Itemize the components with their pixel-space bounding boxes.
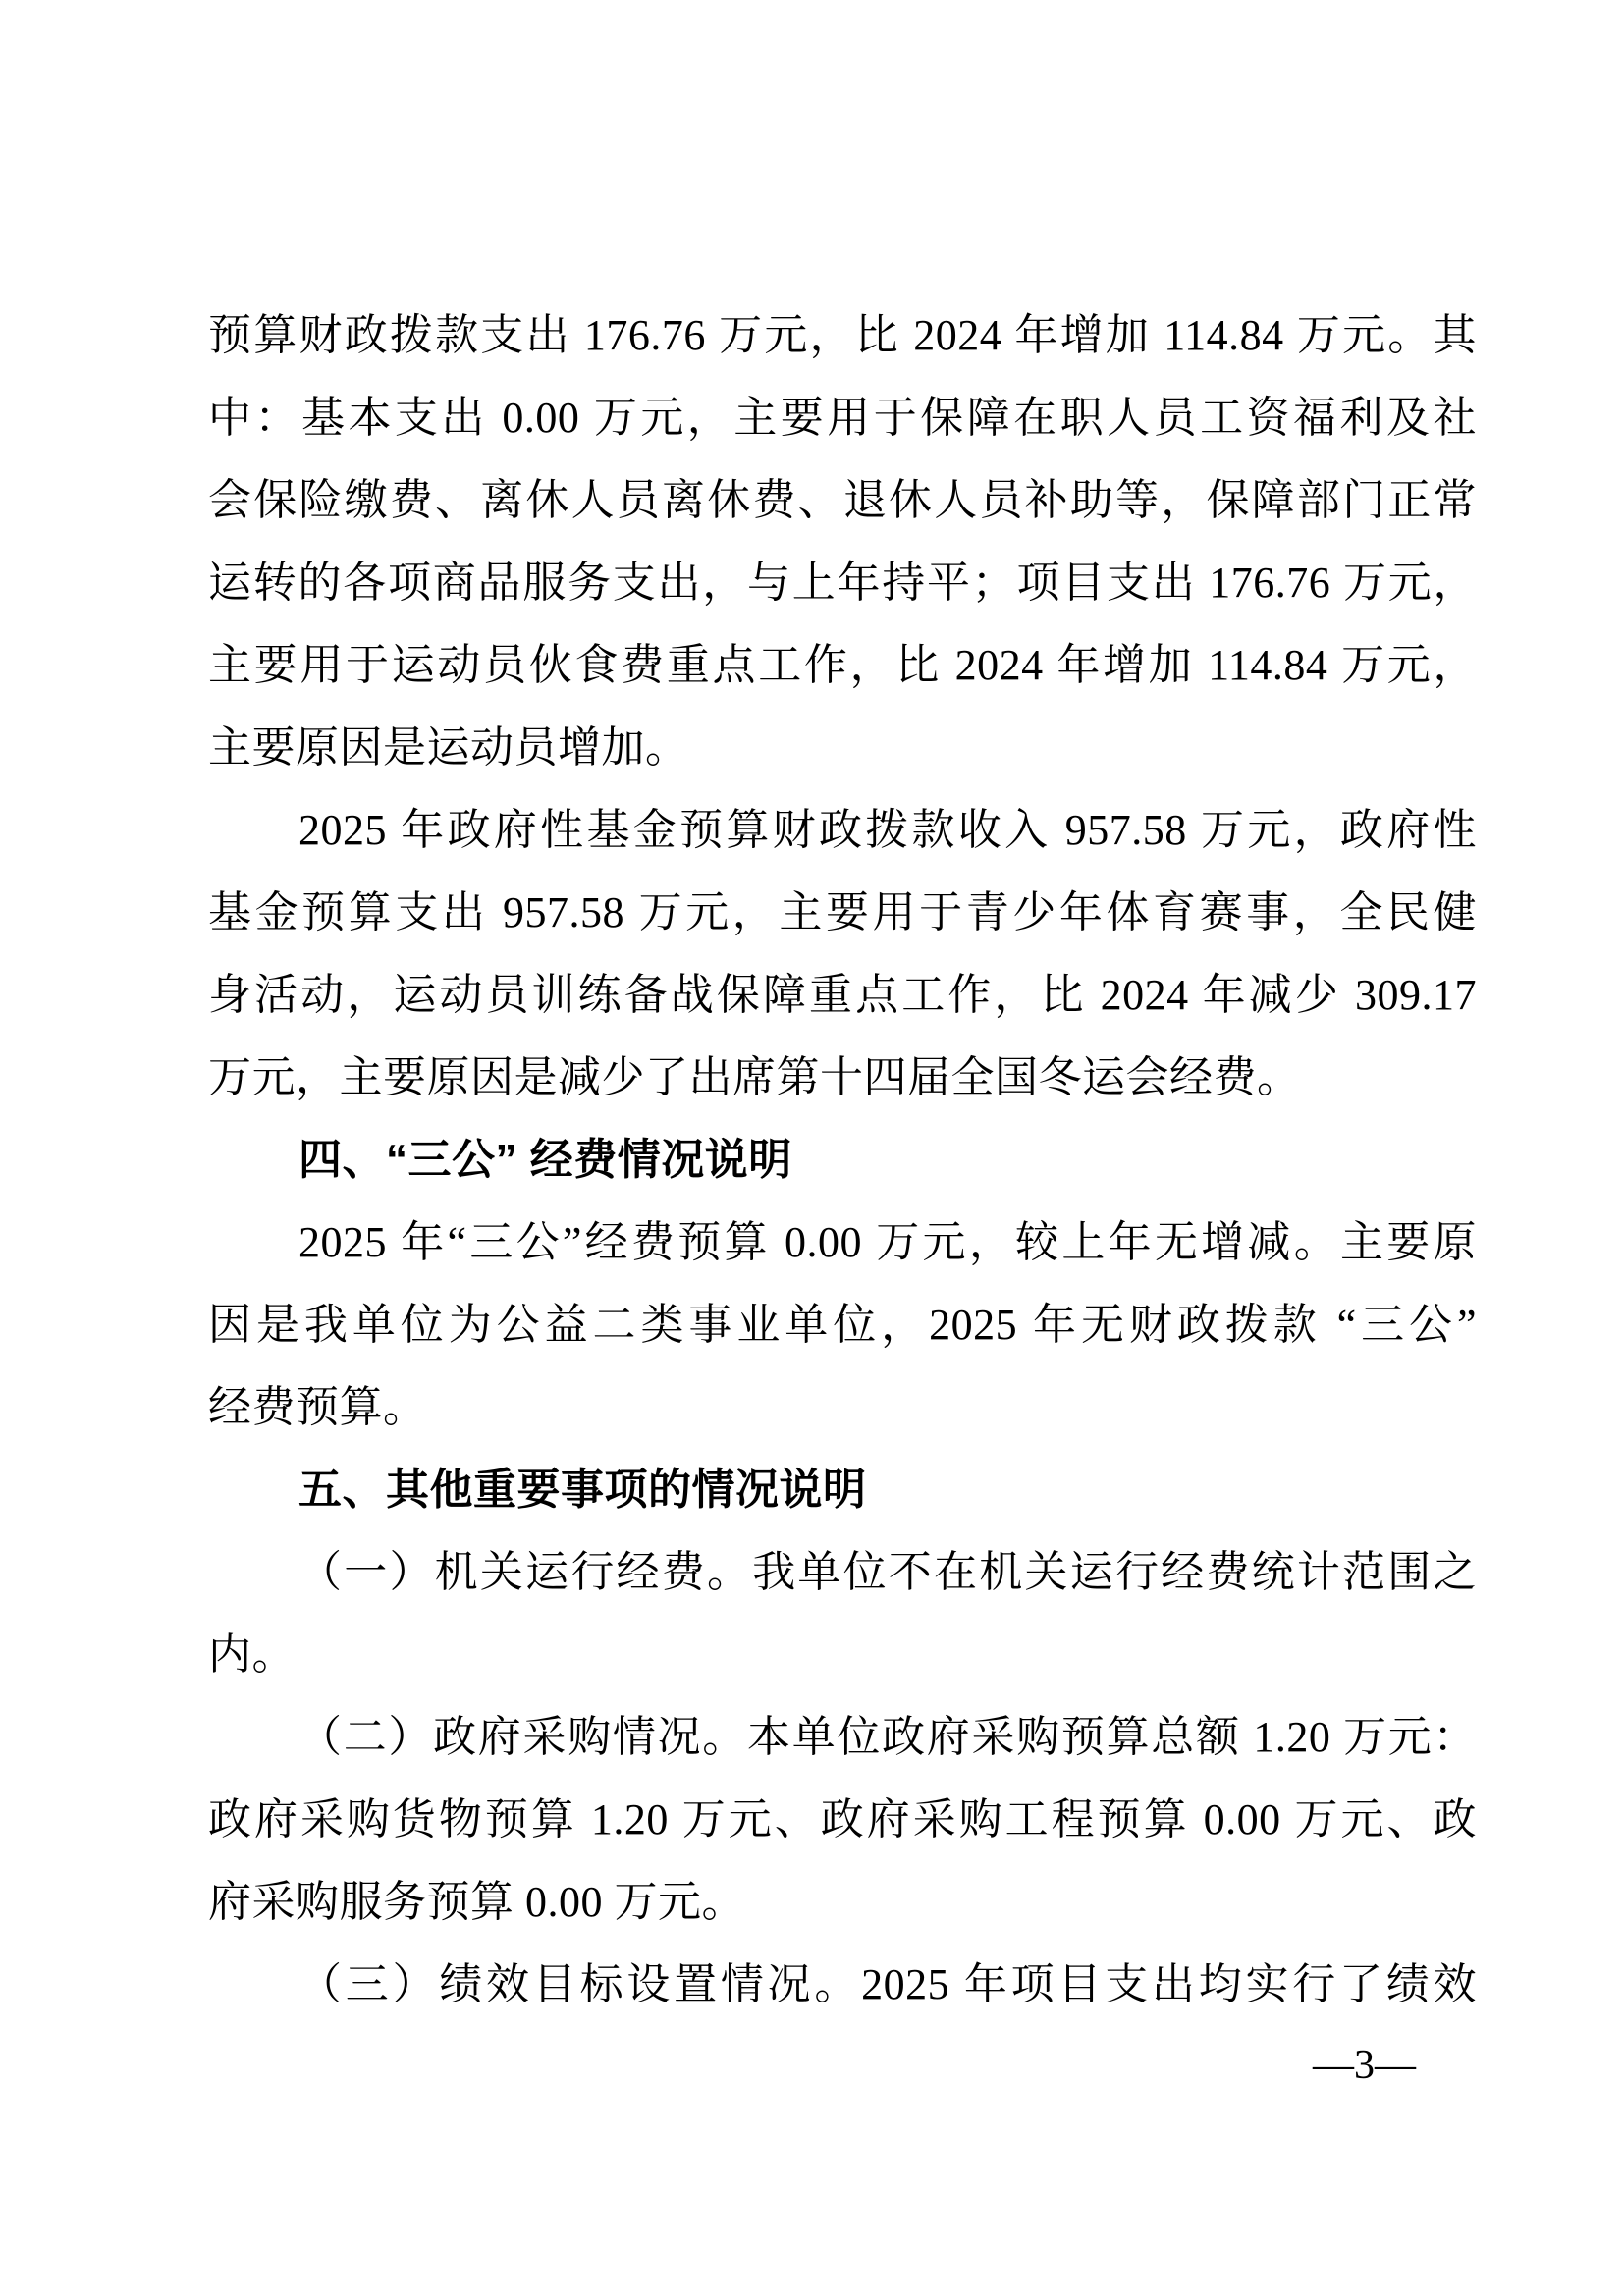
paragraph-line: 经费预算。 [208, 1383, 427, 1431]
paragraph-line: 主要原因是运动员增加。 [208, 723, 689, 772]
paragraph-line: 2025 年政府性基金预算财政拨款收入 957.58 万元，政府性 [298, 806, 1477, 854]
paragraph-line: （一）机关运行经费。我单位不在机关运行经费统计范围之 [298, 1548, 1477, 1596]
paragraph-line: 万元，主要原因是减少了出席第十四届全国冬运会经费。 [208, 1053, 1301, 1101]
paragraph [208, 1531, 1477, 1696]
paragraph-line: 中：基本支出 0.00 万元，主要用于保障在职人员工资福利及社 [208, 394, 1477, 442]
paragraph-line: 会保险缴费、离休人员离休费、退休人员补助等，保障部门正常 [208, 476, 1477, 524]
paragraph [208, 294, 1477, 789]
paragraph-line: 基金预算支出 957.58 万元，主要用于青少年体育赛事，全民健 [208, 888, 1477, 936]
paragraph-line: 内。 [208, 1630, 296, 1679]
paragraph-line: 运转的各项商品服务支出，与上年持平；项目支出 176.76 万元， [208, 559, 1477, 607]
paragraph [208, 1944, 1477, 2026]
section-heading-text: 四、“三公” 经费情况说明 [298, 1136, 792, 1184]
section-heading-text: 五、其他重要事项的情况说明 [298, 1466, 867, 1514]
paragraph-line: 2025 年“三公”经费预算 0.00 万元，较上年无增减。主要原 [298, 1218, 1477, 1266]
section-heading-san-gong [208, 1119, 1477, 1201]
paragraph-line: （三）绩效目标设置情况。2025 年项目支出均实行了绩效 [298, 1960, 1477, 2008]
paragraph-line: （二）政府采购情况。本单位政府采购预算总额 1.20 万元： [298, 1713, 1477, 1761]
paragraph [208, 1696, 1477, 1944]
paragraph-line: 预算财政拨款支出 176.76 万元，比 2024 年增加 114.84 万元。其 [208, 311, 1477, 359]
page-number: —3— [1313, 2043, 1416, 2088]
section-heading-other-matters [208, 1449, 1477, 1531]
document-body [208, 294, 1477, 2026]
paragraph [208, 789, 1477, 1119]
paragraph-line: 主要用于运动员伙食费重点工作，比 2024 年增加 114.84 万元， [208, 641, 1477, 689]
paragraph-line: 府采购服务预算 0.00 万元。 [208, 1878, 745, 1926]
paragraph-line: 因是我单位为公益二类事业单位，2025 年无财政拨款 “三公” [208, 1301, 1477, 1349]
paragraph [208, 1201, 1477, 1449]
paragraph-line: 身活动，运动员训练备战保障重点工作，比 2024 年减少 309.17 [208, 971, 1477, 1019]
paragraph-line: 政府采购货物预算 1.20 万元、政府采购工程预算 0.00 万元、政 [208, 1795, 1477, 1843]
